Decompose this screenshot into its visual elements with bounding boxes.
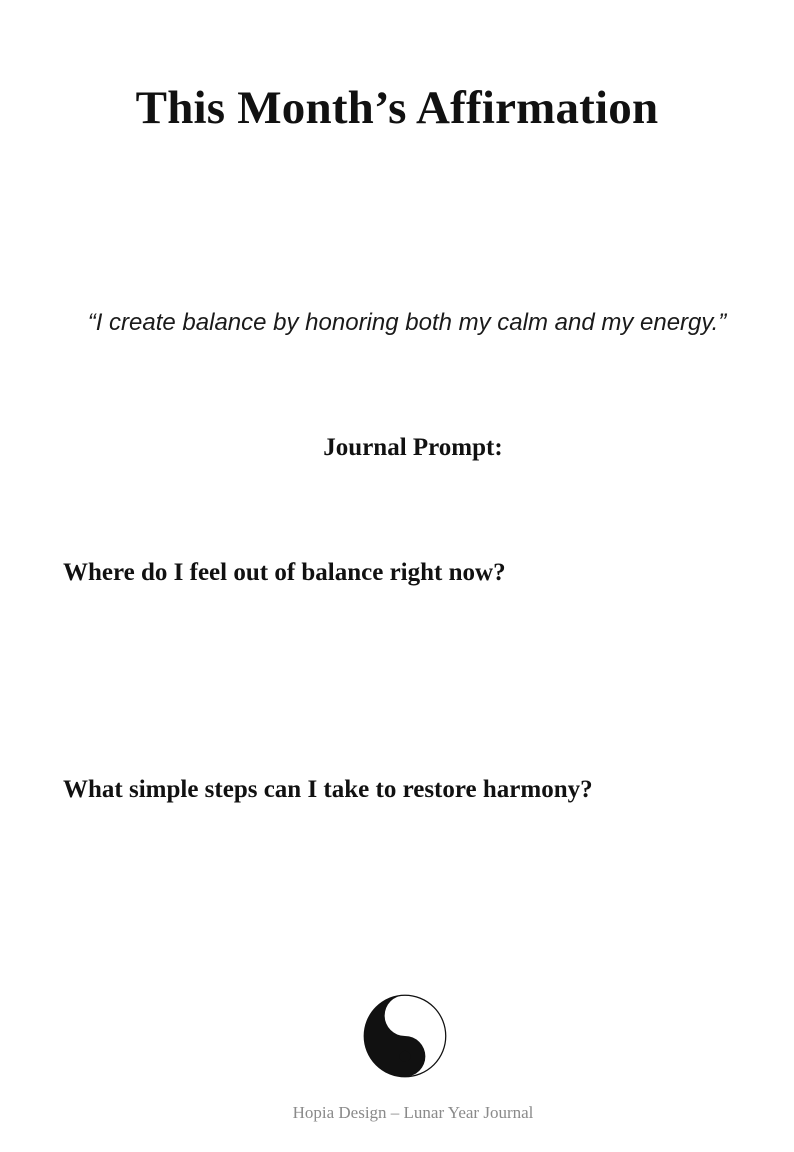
footer-credit: Hopia Design – Lunar Year Journal — [292, 1103, 534, 1122]
journal-question-2: What simple steps can I take to restore harmony? — [63, 776, 593, 803]
journal-prompt-heading: Journal Prompt: — [323, 434, 503, 461]
affirmation-quote: “I create balance by honoring both my calm and my energy.” — [87, 309, 727, 336]
journal-question-1: Where do I feel out of balance right now? — [63, 559, 506, 586]
page-title: This Month’s Affirmation — [135, 82, 659, 134]
yin-yang-icon — [363, 994, 447, 1078]
